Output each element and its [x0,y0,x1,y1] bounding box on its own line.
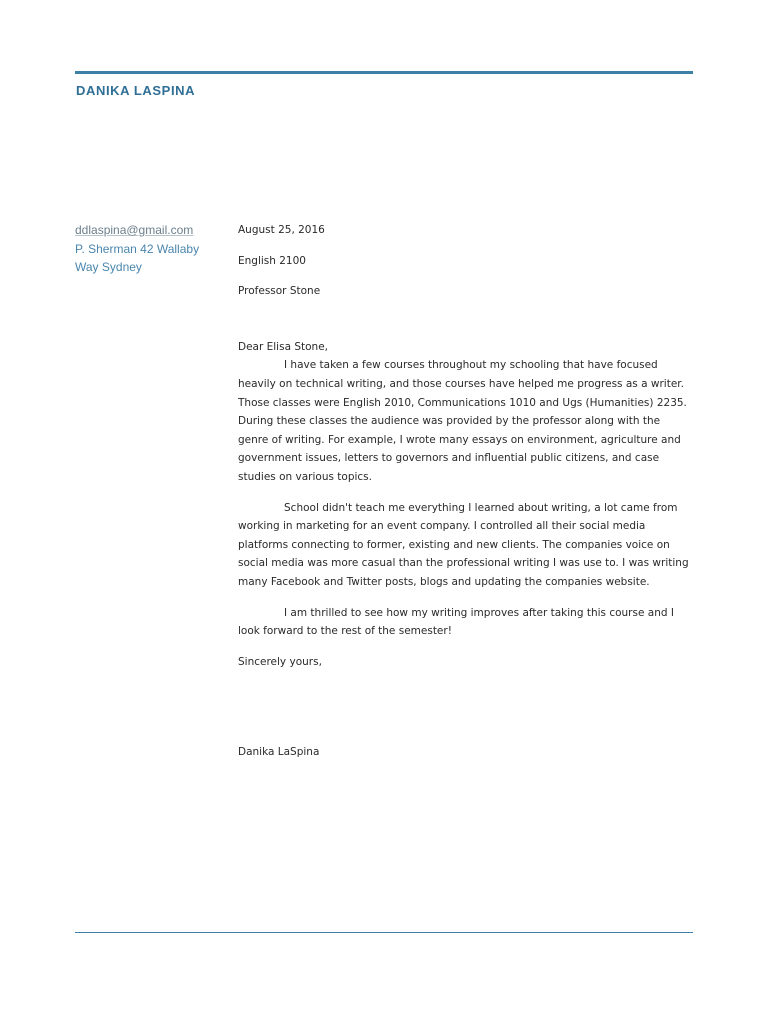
address-line-1: P. Sherman 42 Wallaby [75,241,200,256]
letter-date: August 25, 2016 [238,224,325,236]
course-name: English 2100 [238,254,306,267]
email-link[interactable]: ddlaspina@gmail.com [75,223,194,237]
letter-body [238,221,693,762]
address-line-2: Way Sydney [75,260,142,274]
sender-name: DANIKA LASPINA [76,83,196,98]
paragraph-2: School didn't teach me everything I learned about writing, a lot came from working in marketing for an event company. I controlled all their social media platforms connecting to former, existing and new clients. The companies voice on social media was more casual than the professional writing I was use to. I was writing many Facebook and Twitter posts, blogs and updating the companies website. [238,501,689,588]
paragraph-1: I have taken a few courses throughout my schooling that have focused heavily on technical writing, and those courses have helped me progress as a writer. Those classes were English 2010, Communications 1010 and Ugs (Humanities) 2235. During these classes the audience was provided by the professor along with the genre of writing. For example, I wrote many essays on environment, agriculture and government issues, letters to governors and influential public citizens, and case studies on various topics. [238,359,687,483]
closing: Sincerely yours, [238,655,322,668]
signature-name: Danika LaSpina [238,746,320,759]
bottom-divider [75,932,693,933]
paragraph-3: I am thrilled to see how my writing improves after taking this course and I look forward to the rest of the semester! [238,606,674,638]
contact-block [75,221,215,277]
salutation: Dear Elisa Stone, [238,340,329,353]
top-divider [75,71,693,74]
recipient-name: Professor Stone [238,285,321,298]
